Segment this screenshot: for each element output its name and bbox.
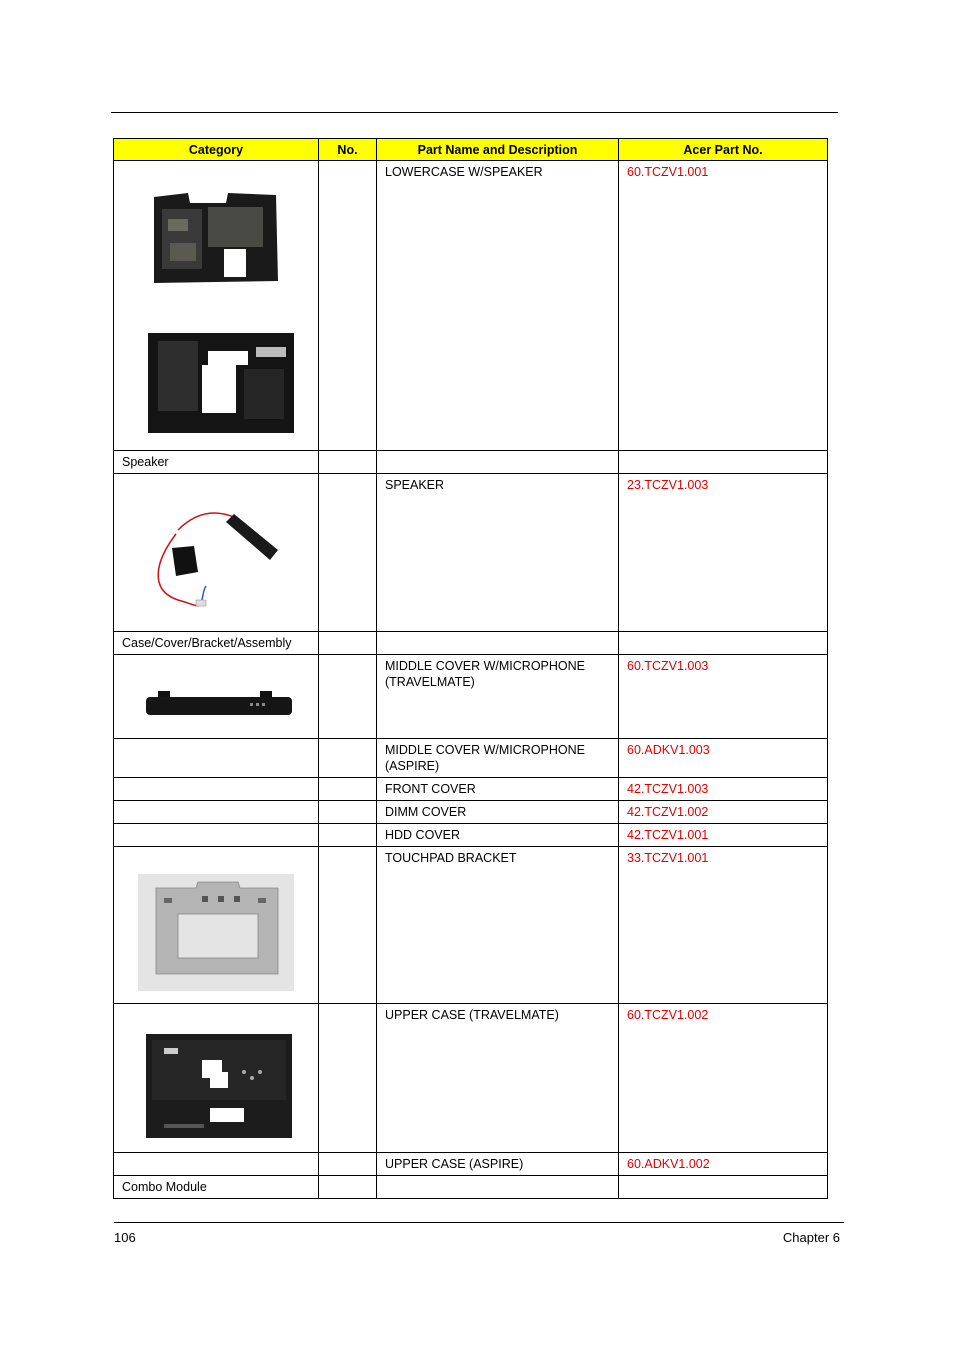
part-number-cell: 42.TCZV1.001 [619,824,828,847]
table-row [114,824,828,847]
parts-table [113,138,828,1199]
no-cell [319,474,377,632]
header-part-no: Acer Part No. [619,139,828,161]
description-cell [377,451,619,474]
upper-case-image [144,1032,294,1142]
description-cell: UPPER CASE (TRAVELMATE) [377,1004,619,1153]
description-cell: UPPER CASE (ASPIRE) [377,1153,619,1176]
category-cell: Case/Cover/Bracket/Assembly [114,632,319,655]
header-description: Part Name and Description [377,139,619,161]
description-cell: DIMM COVER [377,801,619,824]
part-number-cell: 23.TCZV1.003 [619,474,828,632]
no-cell [319,161,377,451]
description-cell [377,1176,619,1199]
part-number-cell: 42.TCZV1.003 [619,778,828,801]
top-rule [111,112,838,113]
footer-rule [114,1222,844,1223]
table-row [114,847,828,1004]
part-number-cell: 60.TCZV1.001 [619,161,828,451]
table-header-row [114,139,828,161]
part-number-cell: 60.ADKV1.002 [619,1153,828,1176]
chapter-label: Chapter 6 [782,1230,840,1245]
header-category: Category [114,139,319,161]
description-cell: SPEAKER [377,474,619,632]
lowercase-top-image [148,189,283,287]
header-no: No. [319,139,377,161]
no-cell [319,1176,377,1199]
description-cell: MIDDLE COVER W/MICROPHONE (TRAVELMATE) [377,655,619,739]
no-cell [319,1153,377,1176]
part-number-cell: 60.TCZV1.002 [619,1004,828,1153]
description-cell: HDD COVER [377,824,619,847]
description-cell: TOUCHPAD BRACKET [377,847,619,1004]
part-number-cell [619,632,828,655]
category-cell [114,1004,319,1153]
description-cell: FRONT COVER [377,778,619,801]
part-number-cell [619,1176,828,1199]
touchpad-bracket-image [138,874,294,991]
category-cell [114,778,319,801]
category-cell: Combo Module [114,1176,319,1199]
no-cell [319,632,377,655]
part-number-cell: 42.TCZV1.002 [619,801,828,824]
table-row [114,474,828,632]
lowercase-bottom-image [144,329,299,437]
part-number-cell: 33.TCZV1.001 [619,847,828,1004]
speaker-image [138,500,293,615]
category-cell [114,824,319,847]
table-row [114,1004,828,1153]
category-cell [114,739,319,778]
no-cell [319,739,377,778]
middle-cover-image [144,689,294,723]
table-row [114,655,828,739]
category-cell [114,801,319,824]
description-cell: MIDDLE COVER W/MICROPHONE (ASPIRE) [377,739,619,778]
no-cell [319,847,377,1004]
table-row [114,451,828,474]
part-number-cell [619,451,828,474]
table-row [114,739,828,778]
table-row [114,632,828,655]
table-row [114,778,828,801]
no-cell [319,801,377,824]
description-cell [377,632,619,655]
table-row [114,161,828,451]
category-cell [114,1153,319,1176]
no-cell [319,451,377,474]
table-row [114,801,828,824]
no-cell [319,655,377,739]
page-number: 106 [114,1230,136,1245]
part-number-cell: 60.ADKV1.003 [619,739,828,778]
table-row [114,1153,828,1176]
part-number-cell: 60.TCZV1.003 [619,655,828,739]
category-cell: Speaker [114,451,319,474]
description-cell: LOWERCASE W/SPEAKER [377,161,619,451]
category-cell [114,161,319,451]
no-cell [319,778,377,801]
no-cell [319,824,377,847]
category-cell [114,474,319,632]
category-cell [114,847,319,1004]
no-cell [319,1004,377,1153]
table-row [114,1176,828,1199]
category-cell [114,655,319,739]
